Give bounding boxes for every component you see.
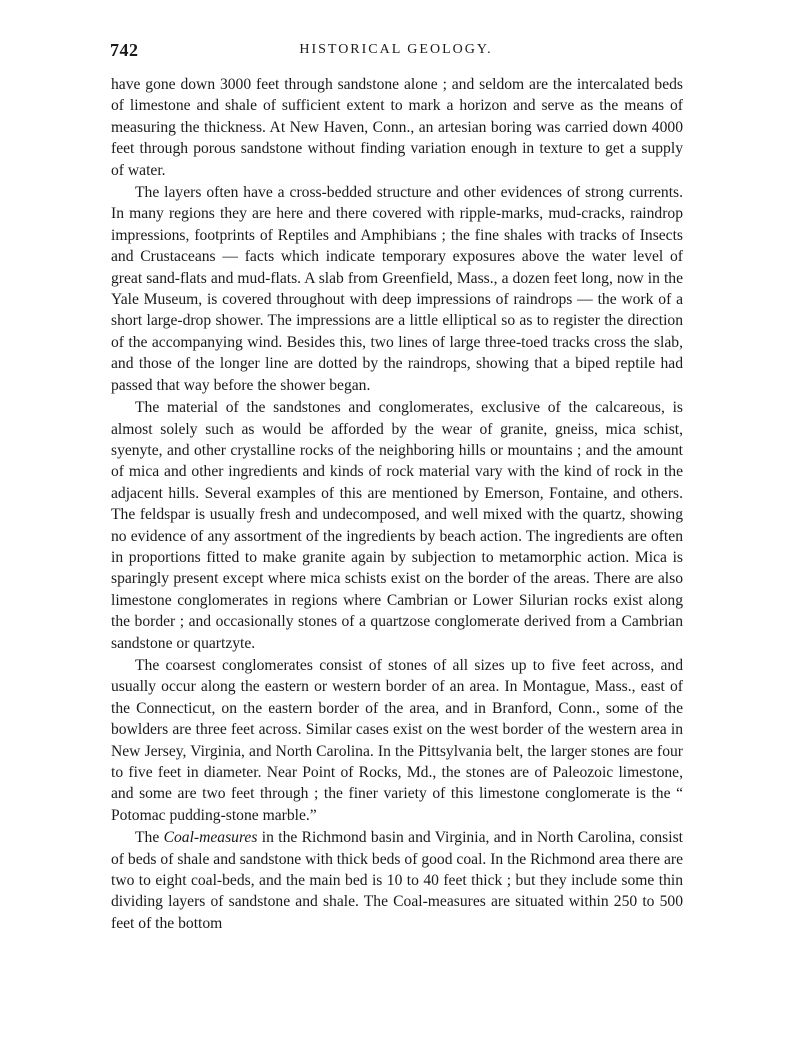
coal-measures-italic: Coal-measures xyxy=(163,829,258,847)
coal-body-text: in the Richmond basin and Virginia, and in North Carolina, consist of beds of shale and sandstone with thick beds of good coal. In the Richmond area there are two to eight coal-beds, and the main bed is 10 to 40 feet thick ; but they include some thin dividing layers of sandstone and shale. The Coal-measures are situated within 250 to 500 feet of the bottom xyxy=(111,829,683,932)
paragraph-coal-measures xyxy=(111,827,683,934)
paragraph-layers: The layers often have a cross-bedded structure and other evidences of strong currents. In many regions they are here and there covered with ripple-marks, mud-cracks, raindrop impressions, footprints of Reptiles and Amphibians ; the fine shales with tracks of Insects and Crustaceans — facts which indicate temporary exposures above the water level of great sand-flats and mud-flats. A slab from Greenfield, Mass., a dozen feet long, now in the Yale Museum, is covered throughout with deep impressions of raindrops — the work of a short large-drop shower. The impressions are a little elliptical so as to register the direction of the accompanying wind. Besides this, two lines of large three-toed tracks cross the slab, and those of the longer line are dotted by the raindrops, showing that a biped reptile had passed that way before the shower began. xyxy=(111,184,683,394)
running-title: HISTORICAL GEOLOGY. xyxy=(299,42,493,57)
paragraph-material: The material of the sandstones and conglomerates, exclusive of the calcareous, is almost solely such as would be afforded by the wear of granite, gneiss, mica schist, syenyte, and other crystalline rocks of the neighboring hills or mountains ; and the amount of mica and other ingredients and kinds of rock material vary with the kind of rock in the adjacent hills. Several examples of this are mentioned by Emerson, Fontaine, and others. The feldspar is usually fresh and undecomposed, and well mixed with the quartz, showing no evidence of any assortment of the ingredients by beach action. The ingredients are often in proportions fitted to make granite again by subjection to metamorphic action. Mica is sparingly present except where mica schists exist on the border of the areas. There are also limestone conglomerates in regions where Cambrian or Lower Silurian rocks exist along the border ; and occasionally stones of a quartzose conglomerate derived from a Cambrian sandstone or quartzyte. xyxy=(111,399,683,652)
paragraph-continued: have gone down 3000 feet through sandstone alone ; and seldom are the intercalated beds of limestone and shale of sufficient extent to mark a horizon and serve as the means of measuring the thickness. At New Haven, Conn., an artesian boring was carried down 4000 feet through porous sandstone without finding variation enough in texture to get a supply of water. xyxy=(111,76,683,179)
page-number: 742 xyxy=(110,40,139,60)
running-head xyxy=(110,40,682,64)
body-text xyxy=(111,74,683,934)
paragraph-conglomerates: The coarsest conglomerates consist of stones of all sizes up to five feet across, and usually occur along the eastern or western border of an area. In Montague, Mass., east of the Connecticut, on the eastern border of the area, and in Branford, Conn., some of the bowlders are three feet across. Similar cases exist on the west border of the western area in New Jersey, Virginia, and North Carolina. In the Pittsylvania belt, the larger stones are four to five feet in diameter. Near Point of Rocks, Md., the stones are of Paleozoic limestone, and some are two feet through ; the finer variety of this limestone conglomerate is the “ Potomac pudding-stone marble.” xyxy=(111,656,683,824)
coal-intro-text: The xyxy=(135,829,164,847)
